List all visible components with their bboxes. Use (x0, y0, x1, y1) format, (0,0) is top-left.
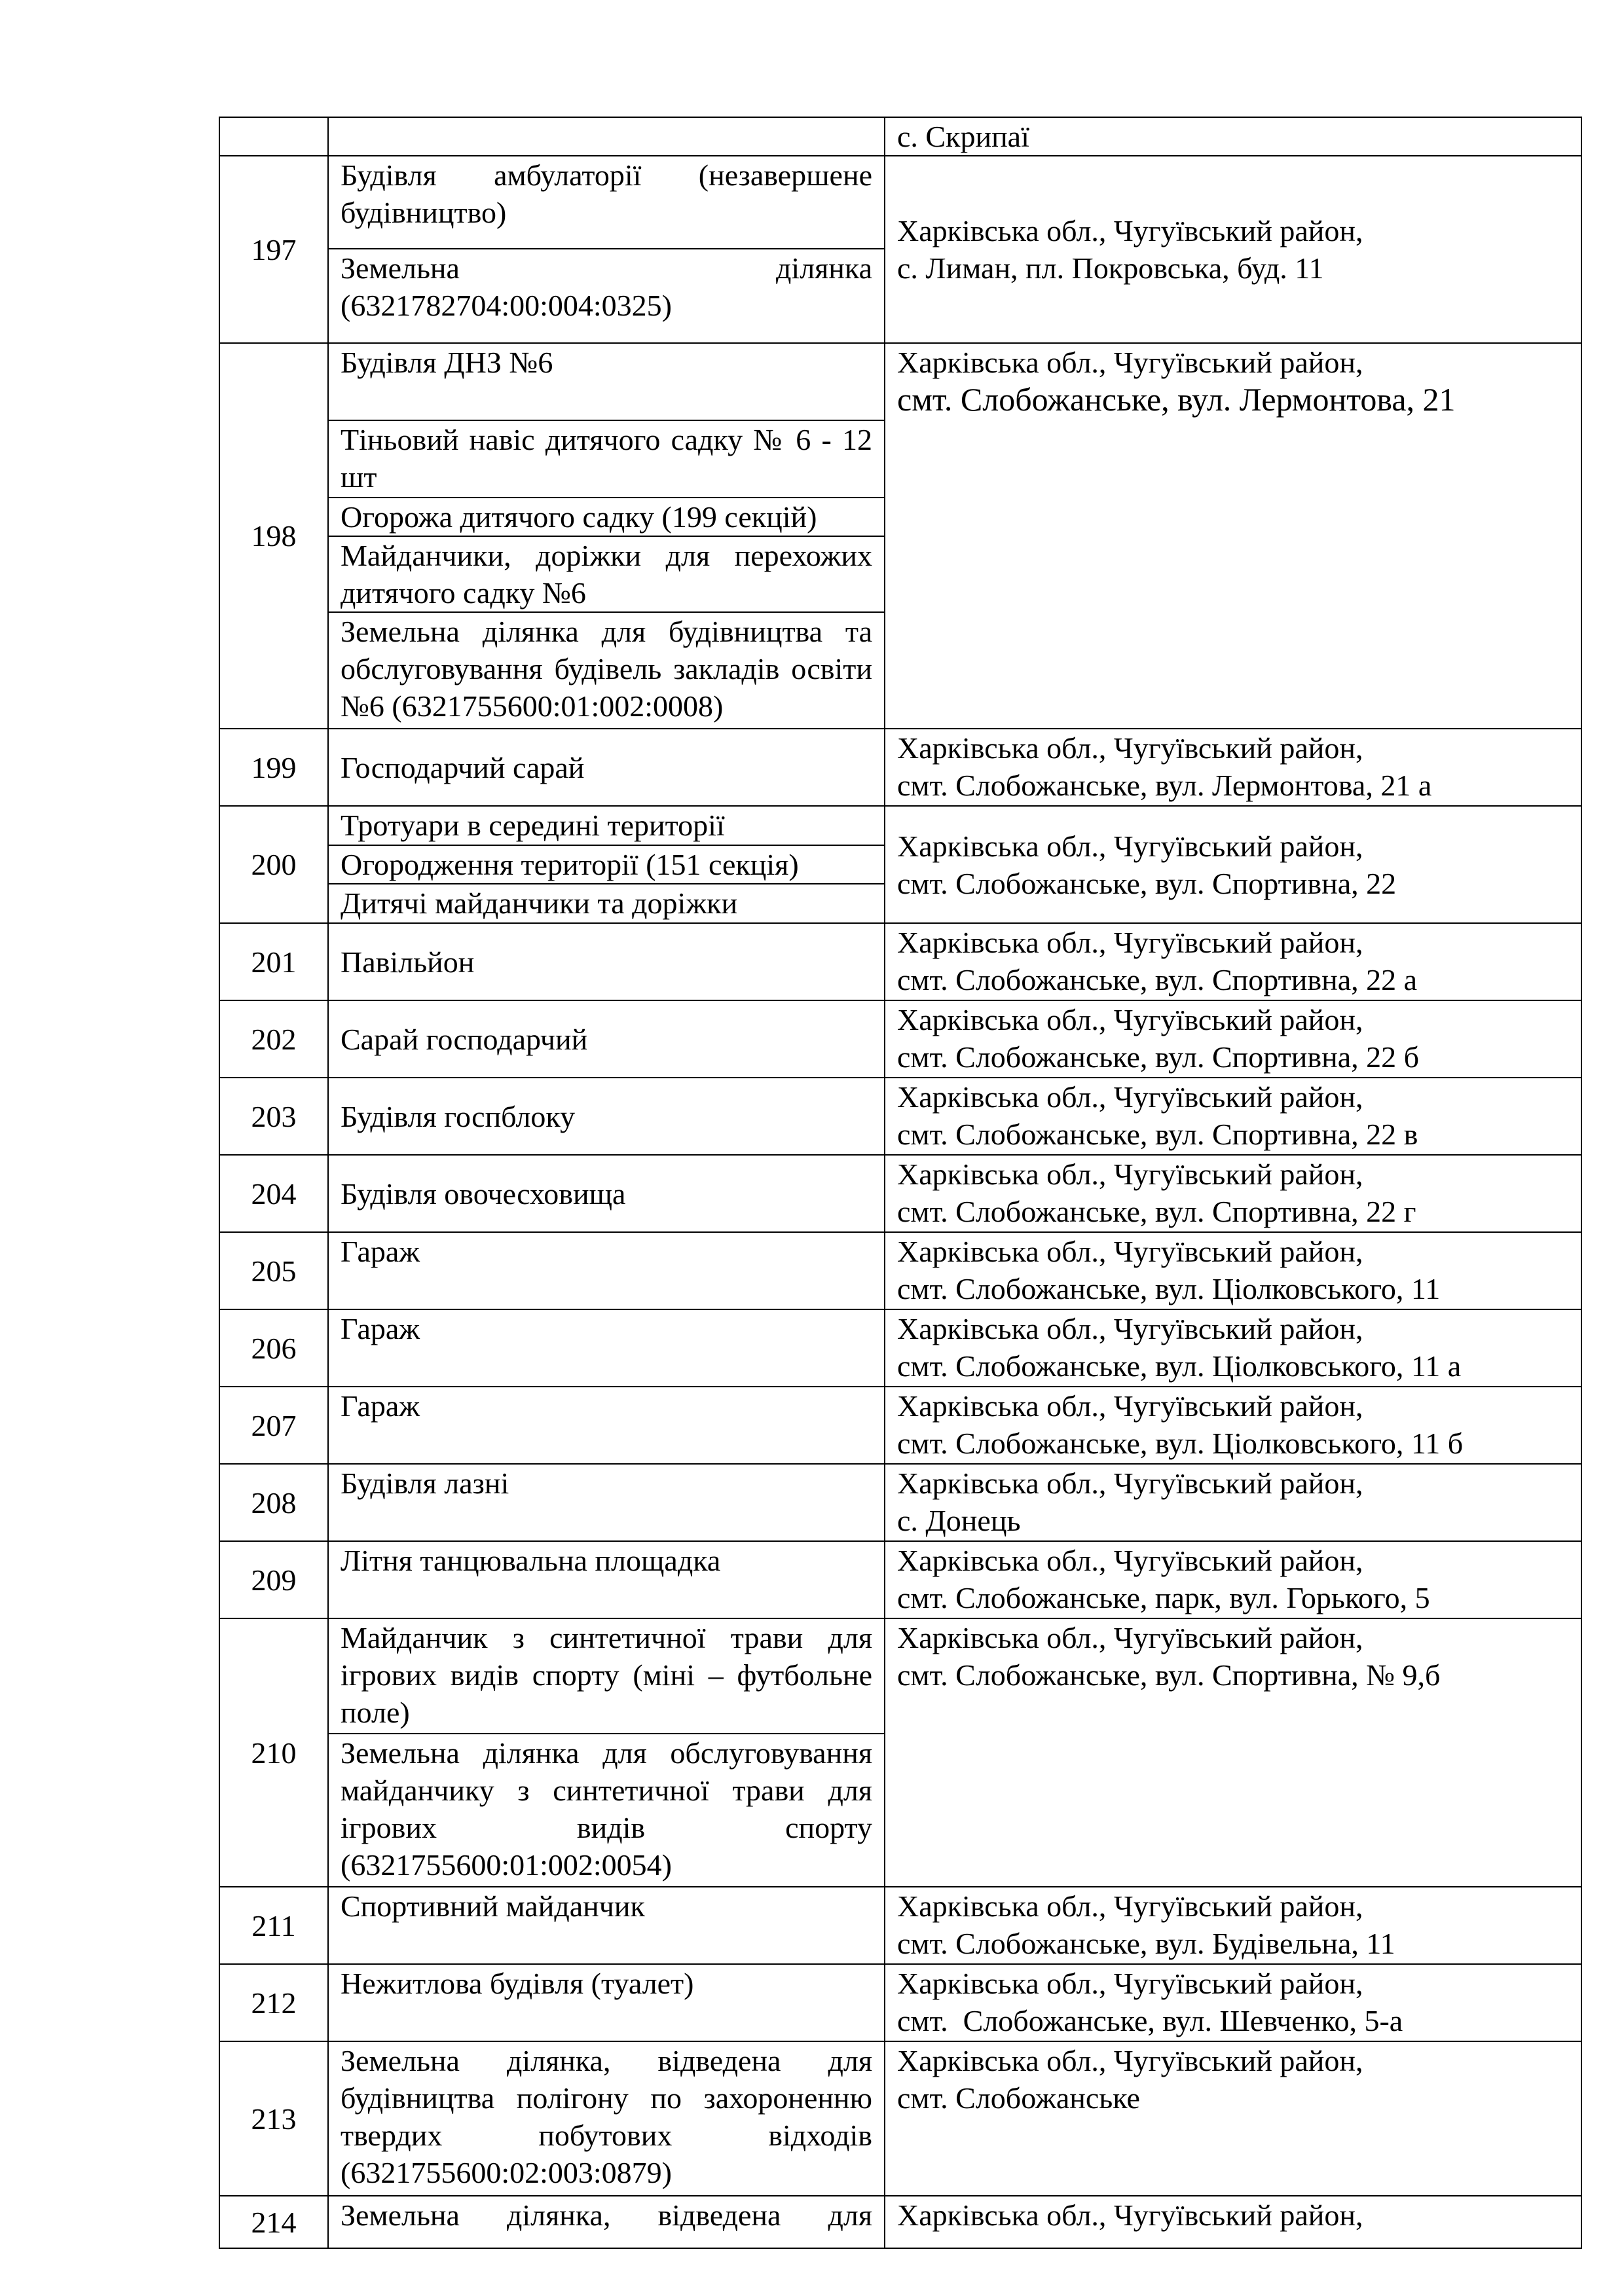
object-name: Тіньовий навіс дитячого садку № 6 - 12 шт (328, 420, 885, 498)
table-row (219, 923, 1581, 1000)
row-number: 209 (219, 1541, 328, 1618)
object-name: Земельна ділянка для будівництва та обслуговування будівель закладів освіти №6 (6321755600:01:002:0008) (328, 612, 885, 729)
address: Харківська обл., Чугуївський район, смт. Слобожанське, вул. Шевченко, 5-а (885, 1964, 1581, 2041)
address: Харківська обл., Чугуївський район, смт. Слобожанське (885, 2041, 1581, 2196)
table-row (219, 156, 1581, 249)
object-name: Будівля госпблоку (328, 1078, 885, 1155)
row-number: 200 (219, 806, 328, 923)
address: Харківська обл., Чугуївський район, смт. Слобожанське, вул. Будівельна, 11 (885, 1887, 1581, 1964)
row-number: 210 (219, 1618, 328, 1887)
property-register-table (219, 117, 1582, 2249)
table-row (219, 1155, 1581, 1232)
object-name: Нежитлова будівля (туалет) (328, 1964, 885, 2041)
table-row (219, 1000, 1581, 1078)
address: Харківська обл., Чугуївський район, смт. Слобожанське, вул. Спортивна, 22 б (885, 1000, 1581, 1078)
address: Харківська обл., Чугуївський район, смт. Слобожанське, вул. Спортивна, 22 а (885, 923, 1581, 1000)
row-number: 208 (219, 1464, 328, 1541)
object-name: Земельна ділянка для обслуговування майданчику з синтетичної трави для ігрових видів спорту (6321755600:01:002:0054) (328, 1734, 885, 1887)
row-number: 206 (219, 1309, 328, 1387)
table-row (219, 117, 1581, 156)
table-row (219, 806, 1581, 845)
table-row (219, 343, 1581, 420)
row-number: 211 (219, 1887, 328, 1964)
table-row (219, 1964, 1581, 2041)
object-name: Господарчий сарай (328, 729, 885, 806)
object-name: Земельна ділянка, відведена для будівництва полігону по захороненню твердих побутових відходів (6321755600:02:003:0879) (328, 2041, 885, 2196)
table-row (219, 2196, 1581, 2248)
address: Харківська обл., Чугуївський район, (885, 2196, 1581, 2248)
row-number: 205 (219, 1232, 328, 1309)
address: Харківська обл., Чугуївський район, с. Лиман, пл. Покровська, буд. 11 (885, 156, 1581, 343)
object-name: Земельна ділянка, відведена для (328, 2196, 885, 2248)
address: с. Скрипаї (885, 117, 1581, 156)
address: Харківська обл., Чугуївський район, смт. Слобожанське, вул. Спортивна, № 9,б (885, 1618, 1581, 1887)
address: Харківська обл., Чугуївський район, смт. Слобожанське, вул. Спортивна, 22 г (885, 1155, 1581, 1232)
address: Харківська обл., Чугуївський район, смт. Слобожанське, вул. Ціолковського, 11 б (885, 1387, 1581, 1464)
row-number: 199 (219, 729, 328, 806)
row-number: 201 (219, 923, 328, 1000)
object-name: Гараж (328, 1232, 885, 1309)
object-name: Огородження території (151 секція) (328, 845, 885, 884)
address: Харківська обл., Чугуївський район, смт. Слобожанське, вул. Лермонтова, 21 (885, 343, 1581, 729)
object-name: Гараж (328, 1309, 885, 1387)
row-number: 212 (219, 1964, 328, 2041)
row-number: 197 (219, 156, 328, 343)
object-name: Літня танцювальна площадка (328, 1541, 885, 1618)
table-row (219, 1464, 1581, 1541)
object-name: Майданчики, доріжки для перехожих дитячого садку №6 (328, 536, 885, 612)
object-name: Будівля амбулаторії (незавершене будівництво) (328, 156, 885, 249)
row-number: 214 (219, 2196, 328, 2248)
table-row (219, 1887, 1581, 1964)
address: Харківська обл., Чугуївський район, смт. Слобожанське, вул. Спортивна, 22 в (885, 1078, 1581, 1155)
row-number: 198 (219, 343, 328, 729)
table-row (219, 1232, 1581, 1309)
table-row (219, 729, 1581, 806)
object-name: Земельна ділянка (6321782704:00:004:0325) (328, 249, 885, 343)
object-name: Гараж (328, 1387, 885, 1464)
row-number: 213 (219, 2041, 328, 2196)
object-name: Спортивний майданчик (328, 1887, 885, 1964)
object-name: Сарай господарчий (328, 1000, 885, 1078)
object-name (328, 117, 885, 156)
row-number: 203 (219, 1078, 328, 1155)
address: Харківська обл., Чугуївський район, смт. Слобожанське, парк, вул. Горького, 5 (885, 1541, 1581, 1618)
object-name: Дитячі майданчики та доріжки (328, 884, 885, 923)
object-name: Павільйон (328, 923, 885, 1000)
object-name: Будівля лазні (328, 1464, 885, 1541)
row-number: 207 (219, 1387, 328, 1464)
object-name: Будівля овочесховища (328, 1155, 885, 1232)
table-row (219, 2041, 1581, 2196)
object-name: Огорожа дитячого садку (199 секцій) (328, 498, 885, 536)
row-number (219, 117, 328, 156)
address: Харківська обл., Чугуївський район, смт. Слобожанське, вул. Лермонтова, 21 а (885, 729, 1581, 806)
address: Харківська обл., Чугуївський район, с. Донець (885, 1464, 1581, 1541)
object-name: Будівля ДНЗ №6 (328, 343, 885, 420)
table-row (219, 1387, 1581, 1464)
object-name: Тротуари в середині території (328, 806, 885, 845)
address: Харківська обл., Чугуївський район, смт. Слобожанське, вул. Спортивна, 22 (885, 806, 1581, 923)
table-row (219, 1618, 1581, 1734)
row-number: 204 (219, 1155, 328, 1232)
address: Харківська обл., Чугуївський район, смт. Слобожанське, вул. Ціолковського, 11 а (885, 1309, 1581, 1387)
table-row (219, 1078, 1581, 1155)
object-name: Майданчик з синтетичної трави для ігрових видів спорту (міні – футбольне поле) (328, 1618, 885, 1734)
row-number: 202 (219, 1000, 328, 1078)
table-row (219, 1541, 1581, 1618)
address: Харківська обл., Чугуївський район, смт. Слобожанське, вул. Ціолковського, 11 (885, 1232, 1581, 1309)
table-row (219, 1309, 1581, 1387)
